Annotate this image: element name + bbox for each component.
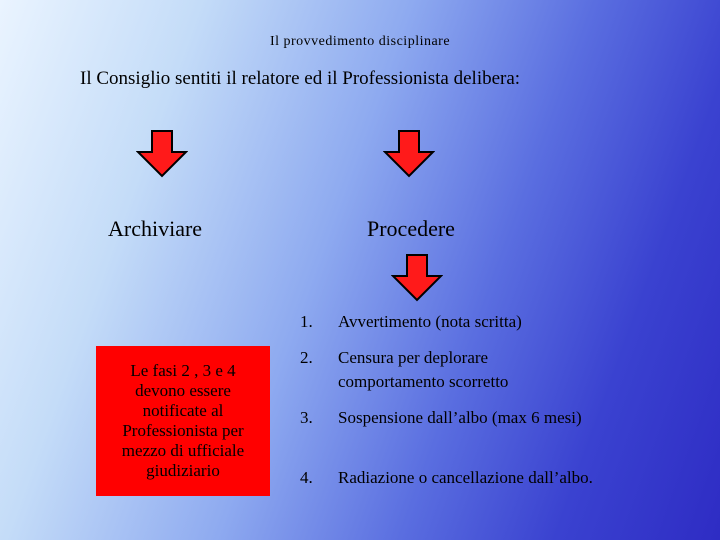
sanction-number: 4. [300, 468, 313, 487]
option-archive-label: Archiviare [108, 216, 203, 241]
option-proceed-label: Procedere [367, 216, 455, 241]
notification-note-box [96, 346, 270, 496]
down-arrow-icon [383, 130, 435, 178]
sanction-number: 2. [300, 348, 313, 367]
intro-text: Il Consiglio sentiti il relatore ed il Professionista delibera: [80, 68, 521, 89]
sanction-number: 1. [300, 312, 313, 331]
down-arrow-icon [136, 130, 188, 178]
sanction-number: 3. [300, 408, 313, 427]
slide-heading: Il provvedimento disciplinare [269, 34, 451, 49]
notification-note-text: Le fasi 2 , 3 e 4 devono essere notificate al Professionista per mezzo di ufficiale giudiziario [121, 361, 245, 480]
sanction-text: Censura per deplorare comportamento scorretto [338, 348, 509, 391]
sanction-text: Sospensione dall’albo (max 6 mesi) [338, 408, 582, 427]
down-arrow-icon [391, 254, 443, 302]
sanction-text: Avvertimento (nota scritta) [338, 312, 522, 331]
sanction-text: Radiazione o cancellazione dall’albo. [338, 468, 593, 487]
